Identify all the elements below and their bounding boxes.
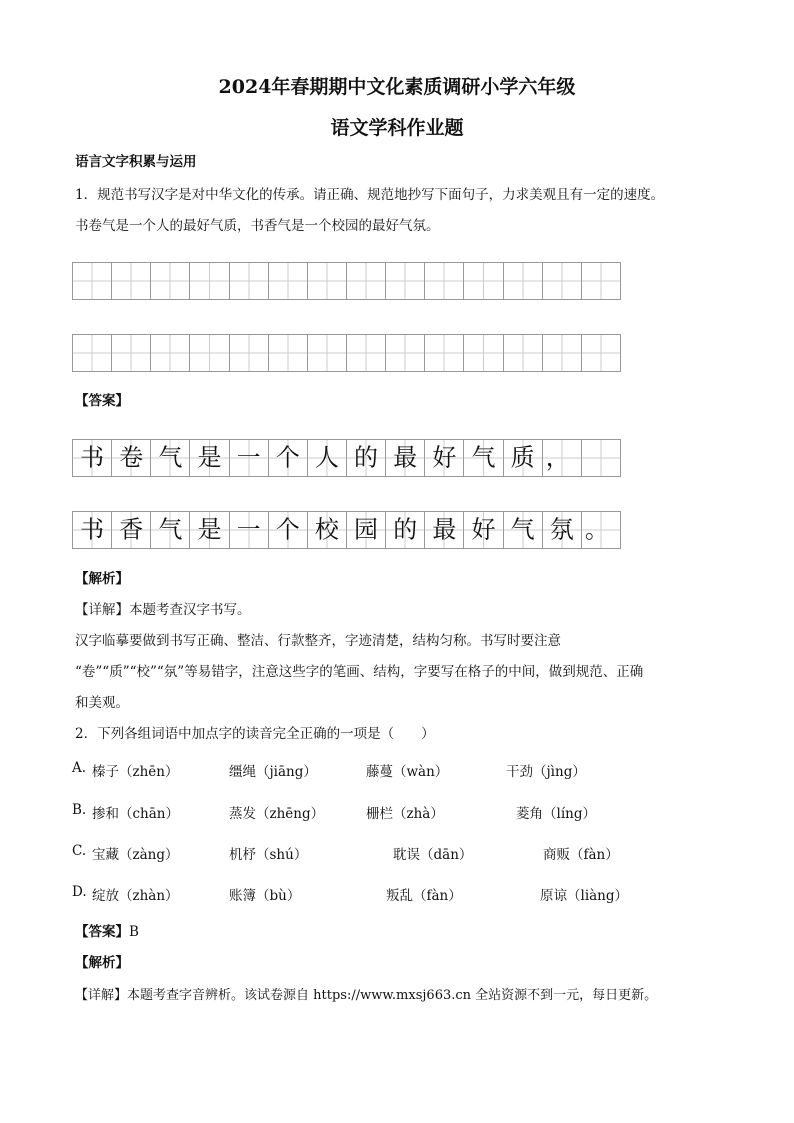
grid-cell — [151, 263, 190, 299]
grid-cell — [386, 512, 425, 548]
q1-prompt: 1．规范书写汉字是对中华文化的传承。请正确、规范地抄写下面句子，力求美观且有一定的速度。 — [75, 187, 665, 203]
q2-answer-label: 【答案】 — [75, 924, 129, 940]
q1-sentence: 书卷气是一个人的最好气质，书香气是一个校园的最好气氛。 — [75, 218, 440, 234]
grid-character: 书 — [80, 515, 105, 544]
grid-cell — [112, 512, 151, 548]
grid-character: 最 — [393, 443, 418, 472]
grid-cell — [73, 335, 112, 371]
grid-cell — [73, 263, 112, 299]
grid-cell — [190, 335, 229, 371]
grid-cell — [347, 335, 386, 371]
grid-cell — [582, 263, 620, 299]
q1-analysis-label: 【解析】 — [75, 571, 129, 587]
grid-cell — [308, 335, 347, 371]
grid-cell — [543, 263, 582, 299]
grid-character: 气 — [158, 443, 183, 472]
grid-character: 。 — [584, 515, 609, 544]
grid-character: 是 — [197, 443, 222, 472]
grid-character: 书 — [80, 443, 105, 472]
grid-cell — [425, 263, 464, 299]
grid-character: 的 — [393, 515, 418, 544]
grid-cell — [308, 512, 347, 548]
grid-cell — [269, 512, 308, 548]
grid-character: 一 — [236, 443, 261, 472]
grid-cell — [464, 512, 503, 548]
grid-cell — [504, 512, 543, 548]
grid-cell — [269, 335, 308, 371]
grid-cell — [112, 335, 151, 371]
grid-cell — [582, 440, 620, 476]
grid-character: 气 — [158, 515, 183, 544]
grid-cell — [543, 512, 582, 548]
grid-cell — [230, 440, 269, 476]
grid-cell — [425, 512, 464, 548]
grid-character: 卷 — [119, 443, 144, 472]
grid-cell — [190, 263, 229, 299]
grid-cell — [464, 263, 503, 299]
grid-cell — [190, 440, 229, 476]
grid-character: 园 — [354, 515, 379, 544]
q2-detail: 【详解】本题考查字音辨析。该试卷源自 https://www.mxsj663.cn 全站资源不到一元，每日更新。 — [75, 988, 658, 1003]
grid-cell — [347, 512, 386, 548]
grid-cell — [112, 263, 151, 299]
grid-character: 气 — [471, 443, 496, 472]
q2-answer — [75, 920, 139, 940]
q1-para-2: “卷”“质”“校”“氛”等易错字，注意这些字的笔画、结构，字要写在格子的中间，做到规范、正确 — [75, 664, 644, 680]
grid-cell — [386, 263, 425, 299]
q1-para-1: 汉字临摹要做到书写正确、整洁、行款整齐，字迹清楚，结构匀称。书写时要注意 — [75, 633, 561, 649]
grid-character: 校 — [314, 515, 339, 544]
grid-character: ， — [545, 443, 570, 472]
grid-character: 好 — [471, 515, 496, 544]
grid-cell — [504, 335, 543, 371]
title-line-2: 语文学科作业题 — [330, 117, 464, 139]
grid-cell — [73, 512, 112, 548]
grid-cell — [543, 335, 582, 371]
answer-grid-row-1 — [72, 439, 621, 477]
q1-para-3: 和美观。 — [75, 695, 129, 711]
grid-cell — [543, 440, 582, 476]
grid-character: 氛 — [549, 515, 574, 544]
grid-character: 的 — [354, 443, 379, 472]
grid-cell — [582, 512, 620, 548]
q2-answer-value: B — [129, 924, 139, 940]
grid-character: 气 — [510, 515, 535, 544]
grid-character: 个 — [275, 515, 300, 544]
grid-cell — [504, 440, 543, 476]
grid-character: 质 — [510, 443, 535, 472]
grid-cell — [151, 335, 190, 371]
grid-cell — [73, 440, 112, 476]
grid-cell — [464, 335, 503, 371]
grid-cell — [464, 440, 503, 476]
grid-character: 人 — [314, 443, 339, 472]
q1-detail: 【详解】本题考查汉字书写。 — [75, 602, 251, 618]
grid-cell — [269, 440, 308, 476]
q2-analysis-label: 【解析】 — [75, 955, 129, 971]
writing-grid-blank-2[interactable] — [72, 334, 621, 372]
grid-cell — [425, 335, 464, 371]
grid-cell — [386, 440, 425, 476]
title-line-1: 2024年春期期中文化素质调研小学六年级 — [218, 76, 576, 98]
grid-cell — [112, 440, 151, 476]
q1-answer-label: 【答案】 — [75, 393, 129, 409]
grid-cell — [386, 335, 425, 371]
grid-cell — [151, 440, 190, 476]
section-heading: 语言文字积累与运用 — [75, 154, 197, 170]
grid-cell — [230, 512, 269, 548]
grid-character: 香 — [119, 515, 144, 544]
grid-character: 是 — [197, 515, 222, 544]
grid-cell — [308, 263, 347, 299]
grid-cell — [151, 512, 190, 548]
grid-cell — [269, 263, 308, 299]
grid-cell — [504, 263, 543, 299]
answer-grid-row-2 — [72, 511, 621, 549]
writing-grid-blank-1[interactable] — [72, 262, 621, 300]
grid-cell — [425, 440, 464, 476]
grid-cell — [582, 335, 620, 371]
grid-cell — [230, 335, 269, 371]
grid-cell — [347, 440, 386, 476]
grid-cell — [190, 512, 229, 548]
grid-character: 一 — [236, 515, 261, 544]
grid-character: 个 — [275, 443, 300, 472]
grid-cell — [347, 263, 386, 299]
grid-character: 最 — [432, 515, 457, 544]
q2-prompt: 2．下列各组词语中加点字的读音完全正确的一项是（ ） — [75, 726, 435, 742]
grid-cell — [308, 440, 347, 476]
grid-character: 好 — [432, 443, 457, 472]
grid-cell — [230, 263, 269, 299]
